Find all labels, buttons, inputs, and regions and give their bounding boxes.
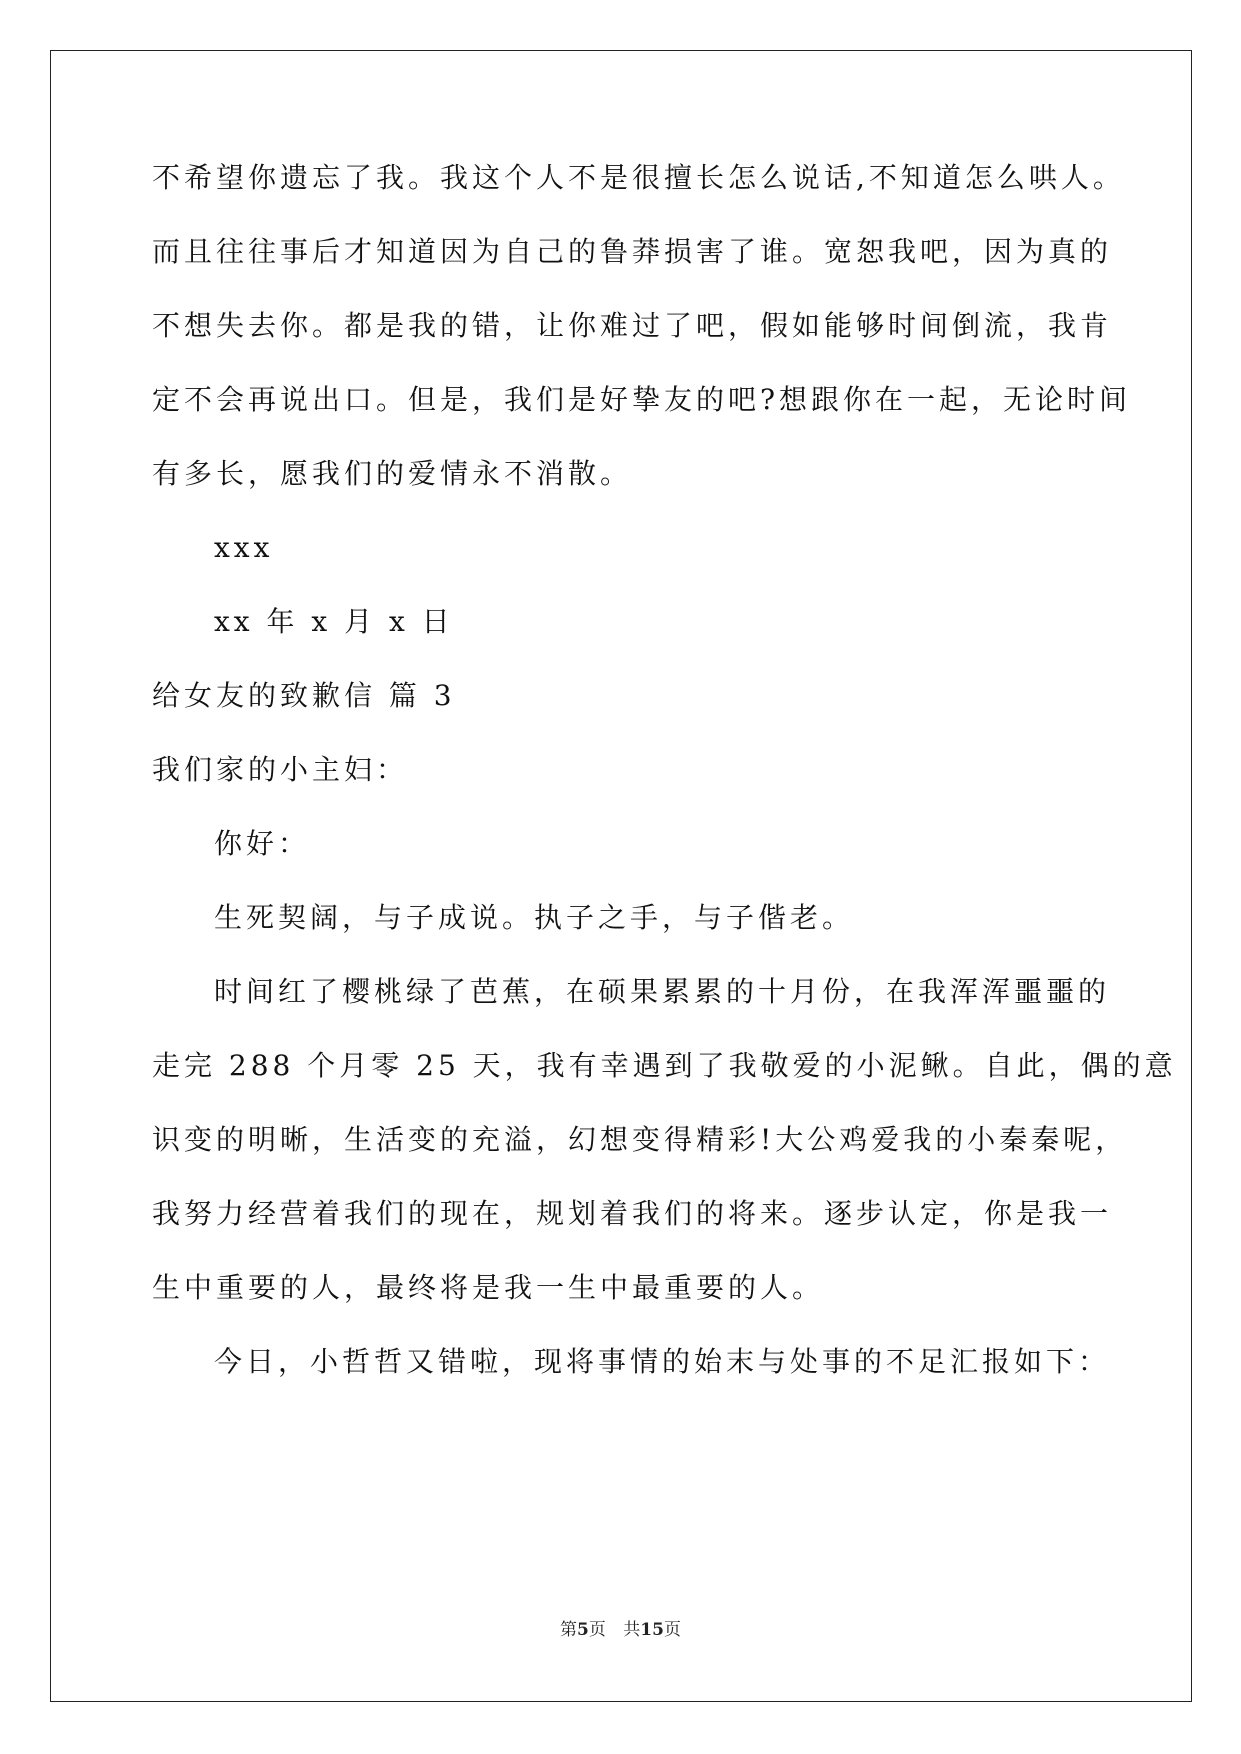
page-total: 共15页: [623, 1620, 681, 1640]
paragraph-line: 我努力经营着我们的现在，规划着我们的将来。逐步认定，你是我一: [152, 1197, 1113, 1230]
paragraph-line: 定不会再说出口。但是，我们是好挚友的吧?想跟你在一起，无论时间: [152, 383, 1132, 416]
paragraph-line: 有多长，愿我们的爱情永不消散。: [152, 457, 633, 490]
signature: xxx: [214, 531, 274, 564]
section-title: 给女友的致歉信 篇 3: [152, 679, 456, 712]
page-footer: [0, 1618, 1241, 1642]
page-border: [50, 50, 1192, 1702]
date-line: xx 年 x 月 x 日: [214, 605, 454, 638]
paragraph-line: 识变的明晰，生活变的充溢，幻想变得精彩!大公鸡爱我的小秦秦呢，: [152, 1123, 1128, 1156]
paragraph-line: 时间红了樱桃绿了芭蕉，在硕果累累的十月份，在我浑浑噩噩的: [214, 975, 1111, 1008]
paragraph-line: 生中重要的人，最终将是我一生中最重要的人。: [152, 1271, 825, 1304]
salutation: 我们家的小主妇：: [152, 753, 409, 786]
paragraph-line: 不想失去你。都是我的错，让你难过了吧，假如能够时间倒流，我肯: [152, 309, 1113, 342]
paragraph-line: 不希望你遗忘了我。我这个人不是很擅长怎么说话,不知道怎么哄人。: [152, 161, 1125, 194]
paragraph-line: 走完 288 个月零 25 天，我有幸遇到了我敬爱的小泥鳅。自此，偶的意: [152, 1049, 1177, 1082]
greeting: 你好：: [214, 827, 311, 860]
paragraph-line: 生死契阔，与子成说。执子之手，与子偕老。: [214, 901, 855, 934]
paragraph-line: 而且往往事后才知道因为自己的鲁莽损害了谁。宽恕我吧，因为真的: [152, 235, 1113, 268]
page-number: 第5页: [560, 1620, 606, 1640]
paragraph-line: 今日，小哲哲又错啦，现将事情的始末与处事的不足汇报如下：: [214, 1345, 1111, 1378]
